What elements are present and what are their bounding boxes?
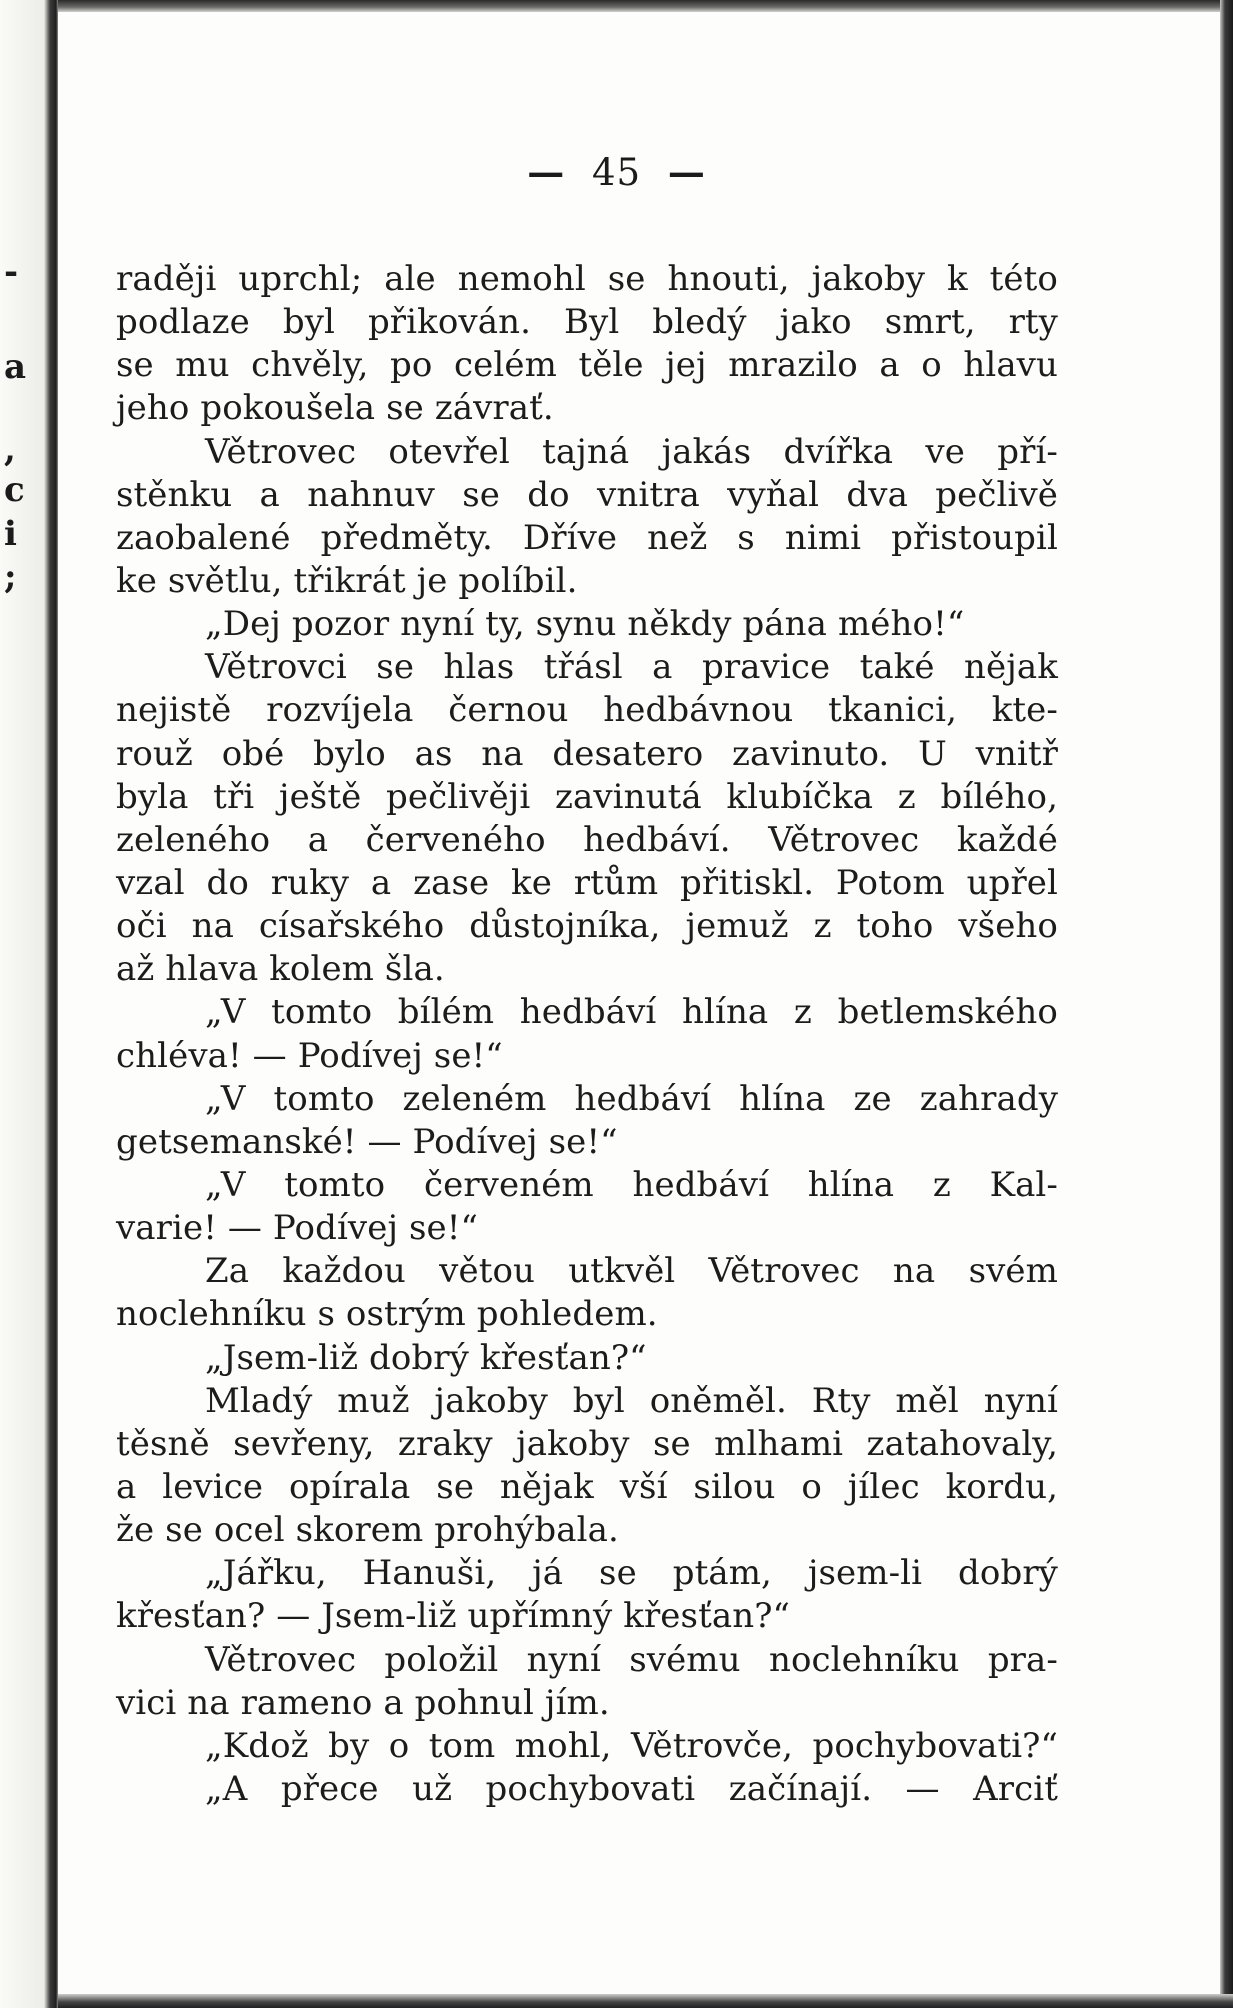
text-line: „V tomto bílém hedbáví hlína z betlemského (205, 992, 1058, 1033)
text-line: zaobalené předměty. Dříve než s nimi přistoupil (116, 517, 1058, 558)
text-line: getsemanské! — Podívej se!“ (116, 1121, 618, 1162)
text-line: Za každou větou utkvěl Větrovec na svém (205, 1251, 1058, 1292)
text-line: „Dej pozor nyní ty, synu někdy pána mého!“ (205, 604, 965, 645)
text-line: jeho pokoušela se závrať. (116, 388, 554, 429)
text-line: oči na císařského důstojníka, jemuž z toho všeho (116, 906, 1058, 947)
text-line: zeleného a červeného hedbáví. Větrovec každé (116, 819, 1058, 860)
margin-mark: , (4, 430, 16, 470)
text-line: vzal do ruky a zase ke rtům přitiskl. Potom upřel (116, 862, 1058, 903)
page-number (0, 150, 1233, 194)
margin-mark: ; (4, 557, 17, 597)
text-line: raději uprchl; ale nemohl se hnouti, jakoby k této (116, 259, 1058, 299)
text-line: Větrovec otevřel tajná jakás dvířka ve pří- (205, 431, 1058, 472)
text-line: varie! — Podívej se!“ (116, 1208, 479, 1249)
text-line: a levice opírala se nějak vší silou o jílec kordu, (116, 1466, 1058, 1507)
text-line: těsně sevřeny, zraky jakoby se mlhami zatahovaly, (116, 1423, 1058, 1464)
text-line: „Jářku, Hanuši, já se ptám, jsem-li dobrý (205, 1553, 1058, 1594)
page-number-dash-right: — (667, 150, 706, 194)
text-line: rouž obé bylo as na desatero zavinuto. U vnitř (116, 733, 1058, 774)
margin-mark: i (4, 514, 17, 554)
scan-bottom-edge (58, 1994, 1233, 2008)
text-line: se mu chvěly, po celém těle jej mrazilo a o hlavu (116, 345, 1058, 386)
text-line: byla tři ještě pečlivěji zavinutá klubíčka z bílého, (116, 776, 1058, 817)
text-line: že se ocel skorem prohýbala. (116, 1510, 619, 1551)
text-line: až hlava kolem šla. (116, 949, 445, 990)
text-line: podlaze byl přikován. Byl bledý jako smrt, rty (116, 302, 1058, 343)
text-line: chléva! — Podívej se!“ (116, 1035, 503, 1076)
text-line: noclehníku s ostrým pohledem. (116, 1294, 658, 1335)
text-line: křesťan? — Jsem-liž upřímný křesťan?“ (116, 1596, 791, 1637)
body-text (116, 258, 1058, 1811)
text-line: Mladý muž jakoby byl oněměl. Rty měl nyní (205, 1380, 1058, 1421)
text-line: stěnku a nahnuv se do vnitra vyňal dva pečlivě (116, 474, 1058, 515)
text-line: Větrovci se hlas třásl a pravice také nějak (205, 647, 1058, 688)
page-number-dash-left: — (527, 150, 566, 194)
scan-right-edge (1220, 0, 1233, 2008)
margin-mark: a (4, 347, 27, 387)
scan-top-edge (58, 0, 1233, 12)
margin-mark: - (4, 252, 19, 292)
page-number-value: 45 (591, 151, 642, 194)
margin-mark: c (4, 470, 25, 510)
text-line: „V tomto zeleném hedbáví hlína ze zahrady (205, 1078, 1058, 1119)
text-line: ke světlu, třikrát je políbil. (116, 560, 578, 601)
scan-left-edge (0, 0, 58, 2008)
text-line: nejistě rozvíjela černou hedbávnou tkanici, kte- (116, 690, 1058, 731)
text-line: Větrovec položil nyní svému noclehníku pra- (205, 1639, 1058, 1680)
text-line: „Kdož by o tom mohl, Větrovče, pochybovati?“ (205, 1725, 1058, 1766)
text-line: „A přece už pochybovati začínají. — Arciť (205, 1768, 1058, 1809)
text-line: „V tomto červeném hedbáví hlína z Kal- (205, 1164, 1058, 1205)
text-line: vici na rameno a pohnul jím. (116, 1682, 610, 1723)
text-line: „Jsem-liž dobrý křesťan?“ (205, 1337, 647, 1378)
